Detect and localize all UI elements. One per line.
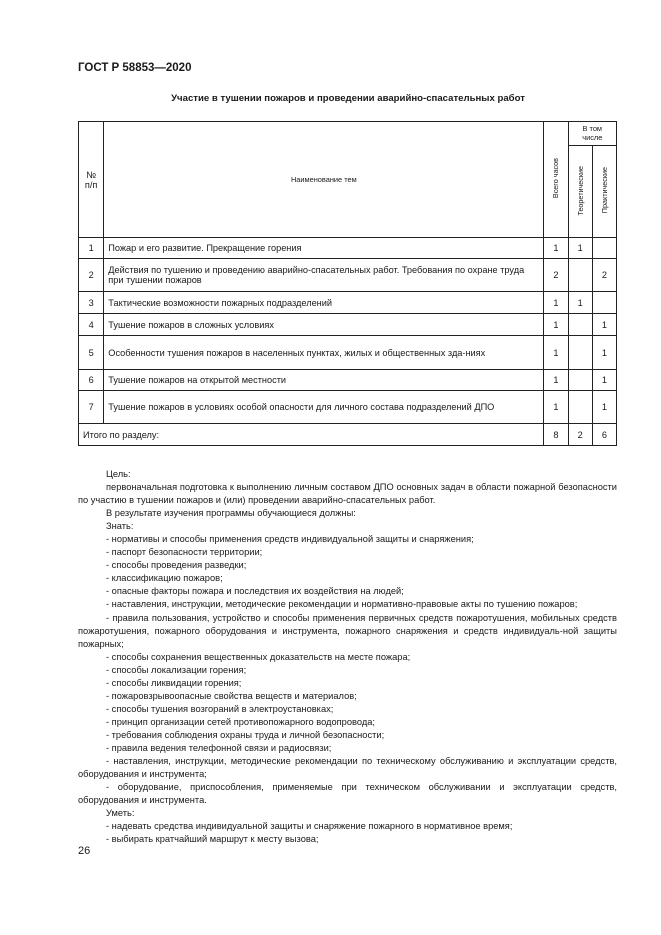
table-total-row: Итого по разделу: 8 2 6 (79, 424, 617, 446)
list-item: - классификацию пожаров; (106, 573, 223, 584)
paragraph: В результате изучения программы обучающиеся должны: (106, 508, 356, 519)
list-item: - требования соблюдения охраны труда и личной безопасности; (106, 729, 385, 740)
section-title: Участие в тушении пожаров и проведении аварийно-спасательных работ (171, 93, 525, 104)
table-row: 7 Тушение пожаров в условиях особой опасности для личного состава подразделений ДПО 1 1 (79, 391, 617, 424)
list-item: - способы ликвидации горения; (106, 677, 242, 688)
col-practice-header: Практические (592, 145, 616, 237)
list-item: - нормативы и способы применения средств индивидуальной защиты и снаряжения; (106, 534, 474, 545)
table-row: 2 Действия по тушению и проведению аварийно-спасательных работ. Требования по охране труда при тушении пожаров 2 2 (79, 259, 617, 292)
list-item: - наставления, инструкции, методические рекомендации и нормативно-правовые акты по тушению пожаров; (106, 599, 578, 610)
list-item: - надевать средства индивидуальной защиты и снаряжение пожарного в нормативное время; (106, 821, 513, 832)
paragraph: Уметь: (106, 808, 135, 819)
list-item: - правила пользования, устройство и способы применения первичных средств пожаротушения, мобильных средств пожаротушения, пожарного оборудования и инструмента, пожарного снаряжения и средств индивидуаль-ной защиты пожарных; (78, 612, 617, 649)
col-group-header: В том числе (568, 122, 616, 146)
list-item: - паспорт безопасности территории; (106, 547, 263, 558)
list-item: - принцип организации сетей противопожарного водопровода; (106, 716, 375, 727)
list-item: - способы сохранения вещественных доказательств на месте пожара; (106, 651, 411, 662)
list-item: - выбирать кратчайший маршрут к месту вызова; (106, 834, 319, 845)
table-row: 1 Пожар и его развитие. Прекращение горения 1 1 (79, 238, 617, 259)
list-item: - оборудование, приспособления, применяемые при техническом обслуживании и эксплуатации средств, оборудования и инструмента. (78, 782, 617, 806)
list-item: - пожаровзрывоопасные свойства веществ и материалов; (106, 690, 357, 701)
list-item: - способы локализации горения; (106, 664, 247, 675)
table-row: 3 Тактические возможности пожарных подразделений 1 1 (79, 292, 617, 314)
col-total-header: Всего часов (544, 122, 568, 238)
table-row: 6 Тушение пожаров на открытой местности 1 1 (79, 370, 617, 391)
col-theory-header: Теоретические (568, 145, 592, 237)
list-item: - способы тушения возгораний в электроустановках; (106, 703, 334, 714)
list-item: - способы проведения разведки; (106, 560, 247, 571)
list-item: - правила ведения телефонной связи и радиосвязи; (106, 742, 332, 753)
paragraph: первоначальная подготовка к выполнению личным составом ДПО основных задач в области пожарной безопасности по участию в тушении пожаров и (или) проведении аварийно-спасательных работ. (78, 482, 617, 506)
document-header: ГОСТ Р 58853—2020 (78, 62, 192, 74)
topics-table (78, 121, 617, 446)
list-item: - опасные факторы пожара и последствия их воздействия на людей; (106, 586, 404, 597)
paragraph: Знать: (106, 521, 134, 532)
paragraph: Цель: (106, 469, 131, 479)
body-text (78, 468, 617, 846)
col-num-header: № п/п (79, 122, 104, 238)
list-item: - наставления, инструкции, методические рекомендации по техническому обслуживанию и эксплуатации средств, оборудования и инструмента; (78, 756, 617, 780)
page-number: 26 (78, 845, 91, 857)
table-row: 4 Тушение пожаров в сложных условиях 1 1 (79, 314, 617, 336)
table-row: 5 Особенности тушения пожаров в населенных пунктах, жилых и общественных зда-ниях 1 1 (79, 336, 617, 370)
col-name-header: Наименование тем (104, 122, 544, 238)
